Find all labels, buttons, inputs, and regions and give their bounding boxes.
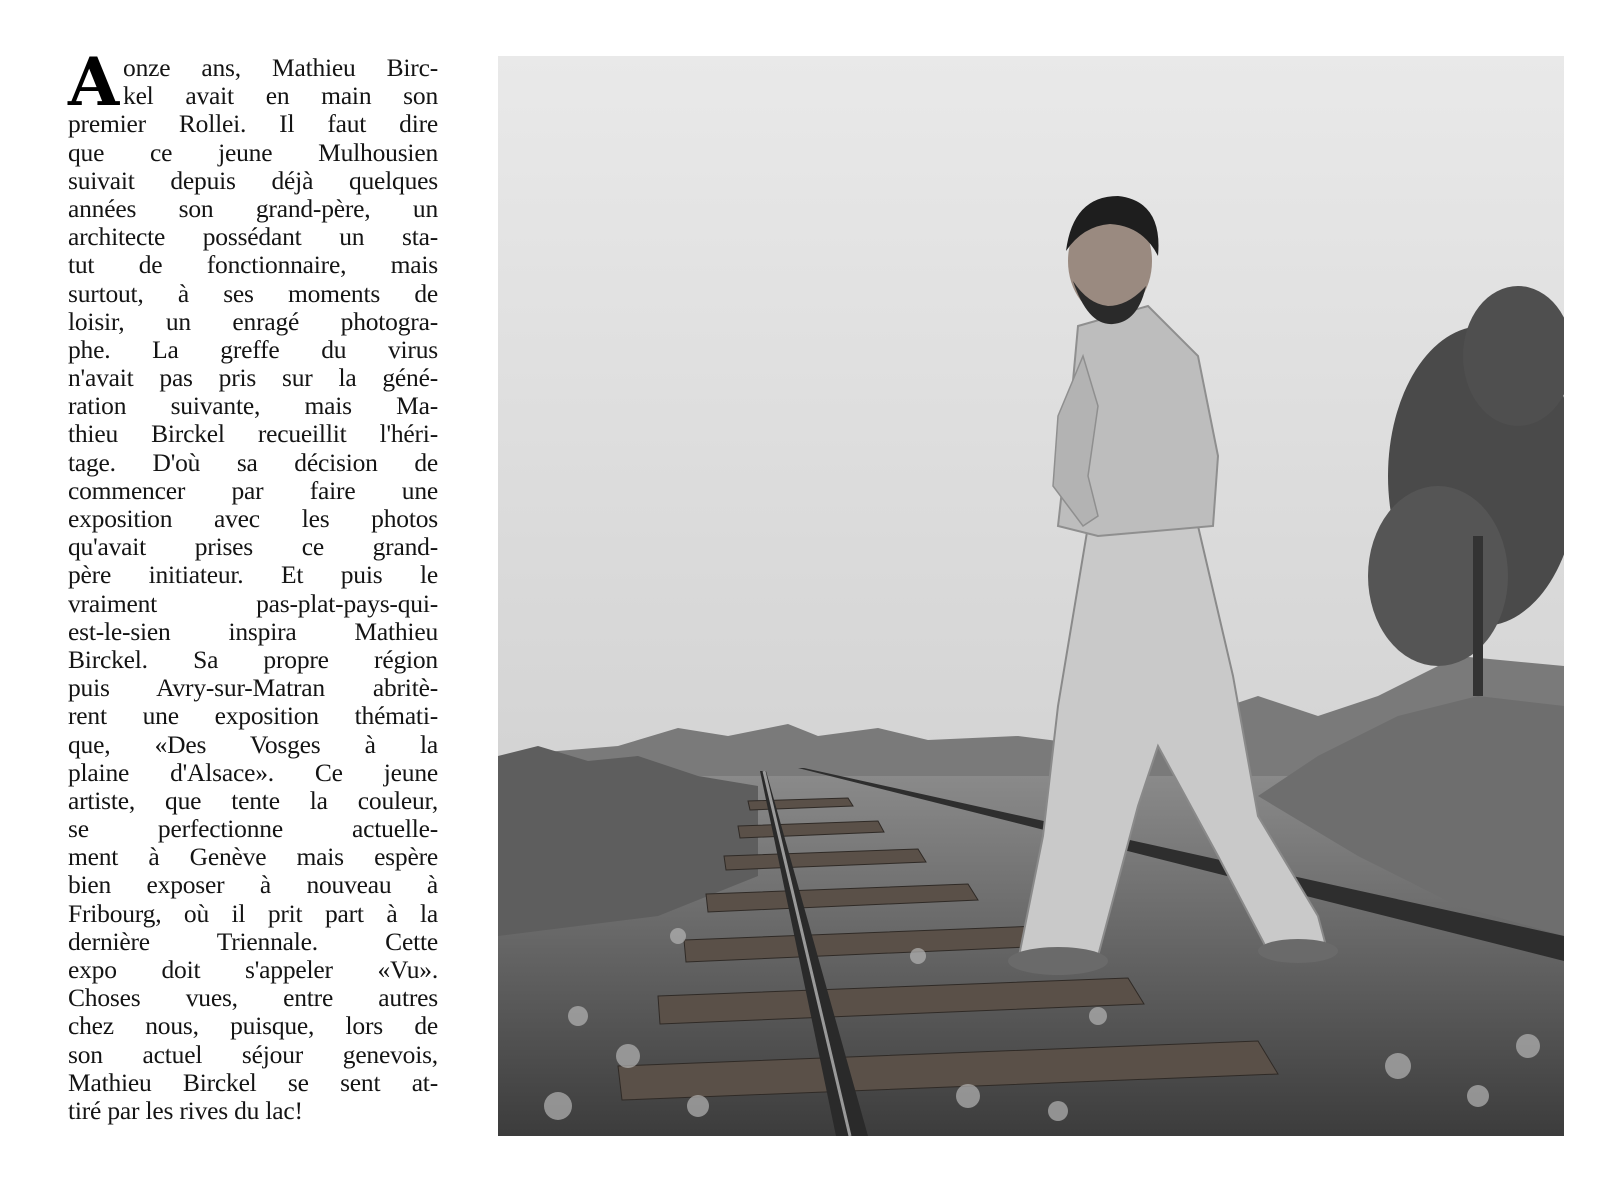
text-line: n'avait pas pris sur la géné- <box>68 363 438 393</box>
drop-cap: A <box>68 43 120 121</box>
text-line: est-le-sien inspira Mathieu <box>68 616 438 646</box>
text-line: commencer par faire une <box>68 475 438 505</box>
text-line: que, «Des Vosges à la <box>68 729 438 759</box>
text-line: Fribourg, où il prit part à la <box>68 898 438 928</box>
text-line: Choses vues, entre autres <box>68 983 438 1013</box>
text-line: ment à Genève mais espère <box>68 842 438 872</box>
text-line: années son grand-père, un <box>68 193 438 223</box>
text-line: se perfectionne actuelle- <box>68 814 438 844</box>
text-line: suivait depuis déjà quelques <box>68 165 438 195</box>
text-line: architecte possédant un sta- <box>68 222 438 252</box>
text-line: qu'avait prises ce grand- <box>68 532 438 562</box>
text-line: Birckel. Sa propre région <box>68 644 438 674</box>
text-line: tut de fonctionnaire, mais <box>68 250 438 280</box>
text-line: tage. D'où sa décision de <box>68 447 438 477</box>
text-line: père initiateur. Et puis le <box>68 560 438 590</box>
text-line: artiste, que tente la couleur, <box>68 785 438 815</box>
text-line: onze ans, Mathieu Birc- <box>123 53 438 82</box>
text-line: que ce jeune Mulhousien <box>68 137 438 167</box>
article-column <box>68 43 438 1125</box>
text-line: son actuel séjour genevois, <box>68 1039 438 1069</box>
photo-illustration <box>498 56 1564 1136</box>
text-line: tiré par les rives du lac! <box>68 1095 303 1125</box>
railway-portrait-photo <box>498 56 1564 1136</box>
text-line: chez nous, puisque, lors de <box>68 1011 438 1041</box>
text-line: ration suivante, mais Ma- <box>68 391 438 421</box>
text-line: bien exposer à nouveau à <box>68 870 438 900</box>
text-line: surtout, à ses moments de <box>68 278 438 308</box>
text-line: premier Rollei. Il faut dire <box>68 109 438 139</box>
text-line: plaine d'Alsace». Ce jeune <box>68 757 438 787</box>
text-line: thieu Birckel recueillit l'héri- <box>68 419 438 449</box>
text-line: expo doit s'appeler «Vu». <box>68 955 438 984</box>
text-line: loisir, un enragé photogra- <box>68 306 438 336</box>
text-line: rent une exposition thémati- <box>68 701 438 731</box>
text-line: exposition avec les photos <box>68 504 438 533</box>
text-line: vraiment pas-plat-pays-qui- <box>68 588 438 618</box>
text-line: phe. La greffe du virus <box>68 334 438 364</box>
text-line: Mathieu Birckel se sent at- <box>68 1067 438 1097</box>
text-line: kel avait en main son <box>123 81 438 111</box>
text-line: dernière Triennale. Cette <box>68 926 438 956</box>
article-text <box>68 43 438 1125</box>
text-line: puis Avry-sur-Matran abritè- <box>68 673 438 703</box>
